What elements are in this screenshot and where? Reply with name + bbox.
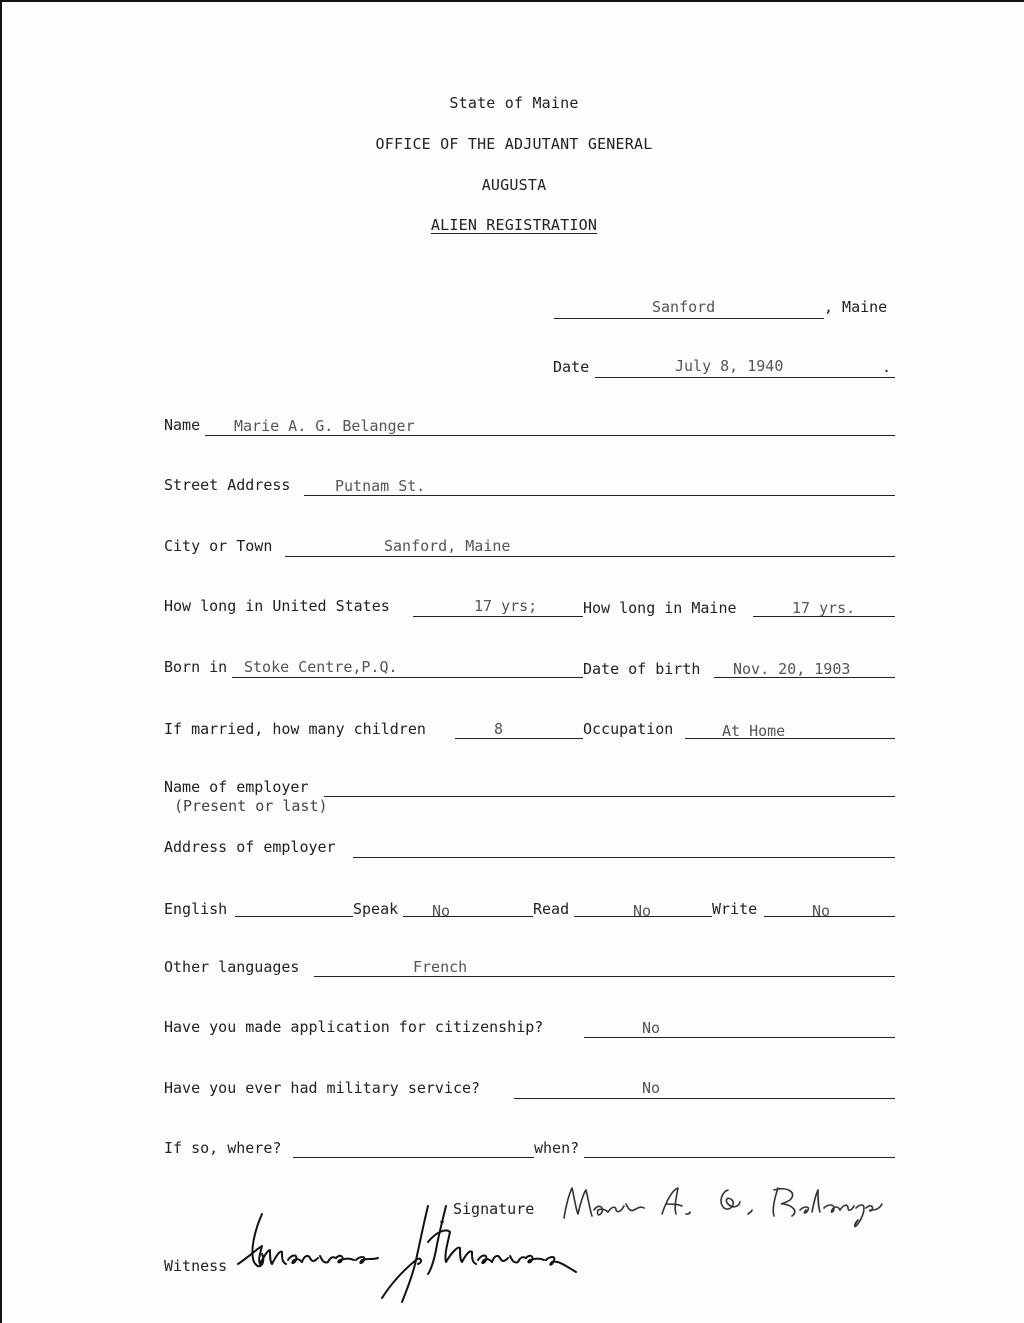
street-label: Street Address: [164, 476, 291, 494]
place-suffix: , Maine: [824, 298, 888, 316]
dob-label: Date of birth: [583, 660, 701, 678]
occupation-label: Occupation: [583, 720, 674, 738]
children-line: [455, 738, 583, 739]
children-label: If married, how many children: [164, 720, 426, 738]
maine-label: How long in Maine: [583, 599, 737, 617]
name-line: [205, 435, 895, 436]
military-value: No: [642, 1079, 661, 1097]
write-label: Write: [712, 900, 758, 918]
write-value: No: [812, 902, 831, 920]
english-label: English: [164, 900, 228, 918]
employer-sublabel: (Present or last): [174, 797, 328, 815]
english-line: [235, 916, 353, 917]
us-line: [413, 616, 583, 617]
speak-line: [403, 916, 533, 917]
signature-label: Signature: [453, 1200, 535, 1218]
signature-scribble-icon: [542, 1174, 892, 1234]
speak-label: Speak: [353, 900, 399, 918]
name-value: Marie A. G. Belanger: [234, 417, 415, 435]
military-line: [514, 1098, 895, 1099]
when-line: [584, 1157, 895, 1158]
other-languages-line: [314, 976, 895, 977]
born-label: Born in: [164, 658, 228, 676]
date-label: Date: [553, 358, 590, 376]
occupation-value: At Home: [722, 722, 786, 740]
military-label: Have you ever had military service?: [164, 1079, 481, 1097]
us-value: 17 yrs;: [474, 597, 538, 615]
employer-label: Name of employer: [164, 778, 309, 796]
signature-image: [542, 1174, 892, 1234]
witness-signature-image: [232, 1202, 592, 1312]
citizenship-value: No: [642, 1019, 661, 1037]
maine-value: 17 yrs.: [792, 599, 856, 617]
office-heading: OFFICE OF THE ADJUTANT GENERAL: [375, 135, 653, 153]
employer-address-label: Address of employer: [164, 838, 336, 856]
city-value: Sanford, Maine: [384, 537, 511, 555]
other-languages-label: Other languages: [164, 958, 300, 976]
born-line: [232, 677, 583, 678]
street-value: Putnam St.: [335, 477, 426, 495]
name-label: Name: [164, 416, 201, 434]
witness-label: Witness: [164, 1257, 228, 1275]
city-line: [285, 556, 895, 557]
when-label: when?: [534, 1139, 580, 1157]
children-value: 8: [494, 720, 504, 738]
date-value: July 8, 1940: [675, 357, 784, 375]
date-suffix: .: [882, 358, 892, 376]
place-value: Sanford: [652, 298, 716, 316]
employer-address-line: [353, 857, 895, 858]
occupation-line: [685, 738, 895, 739]
witness-scribble-icon: [232, 1202, 592, 1312]
dob-value: Nov. 20, 1903: [733, 660, 851, 678]
place-line: [554, 318, 824, 319]
date-line: [595, 377, 895, 378]
citizenship-line: [584, 1037, 895, 1038]
city-heading: AUGUSTA: [481, 176, 547, 194]
state-heading: State of Maine: [449, 94, 579, 112]
us-label: How long in United States: [164, 597, 390, 615]
born-value: Stoke Centre,P.Q.: [244, 658, 398, 676]
employer-line: [324, 796, 895, 797]
other-languages-value: French: [413, 958, 468, 976]
form-title: ALIEN REGISTRATION: [430, 216, 598, 234]
street-line: [304, 495, 895, 496]
where-line: [293, 1157, 534, 1158]
city-label: City or Town: [164, 537, 273, 555]
read-label: Read: [533, 900, 570, 918]
where-label: If so, where?: [164, 1139, 282, 1157]
read-value: No: [633, 902, 652, 920]
citizenship-label: Have you made application for citizenship?: [164, 1018, 544, 1036]
speak-value: No: [432, 902, 451, 920]
